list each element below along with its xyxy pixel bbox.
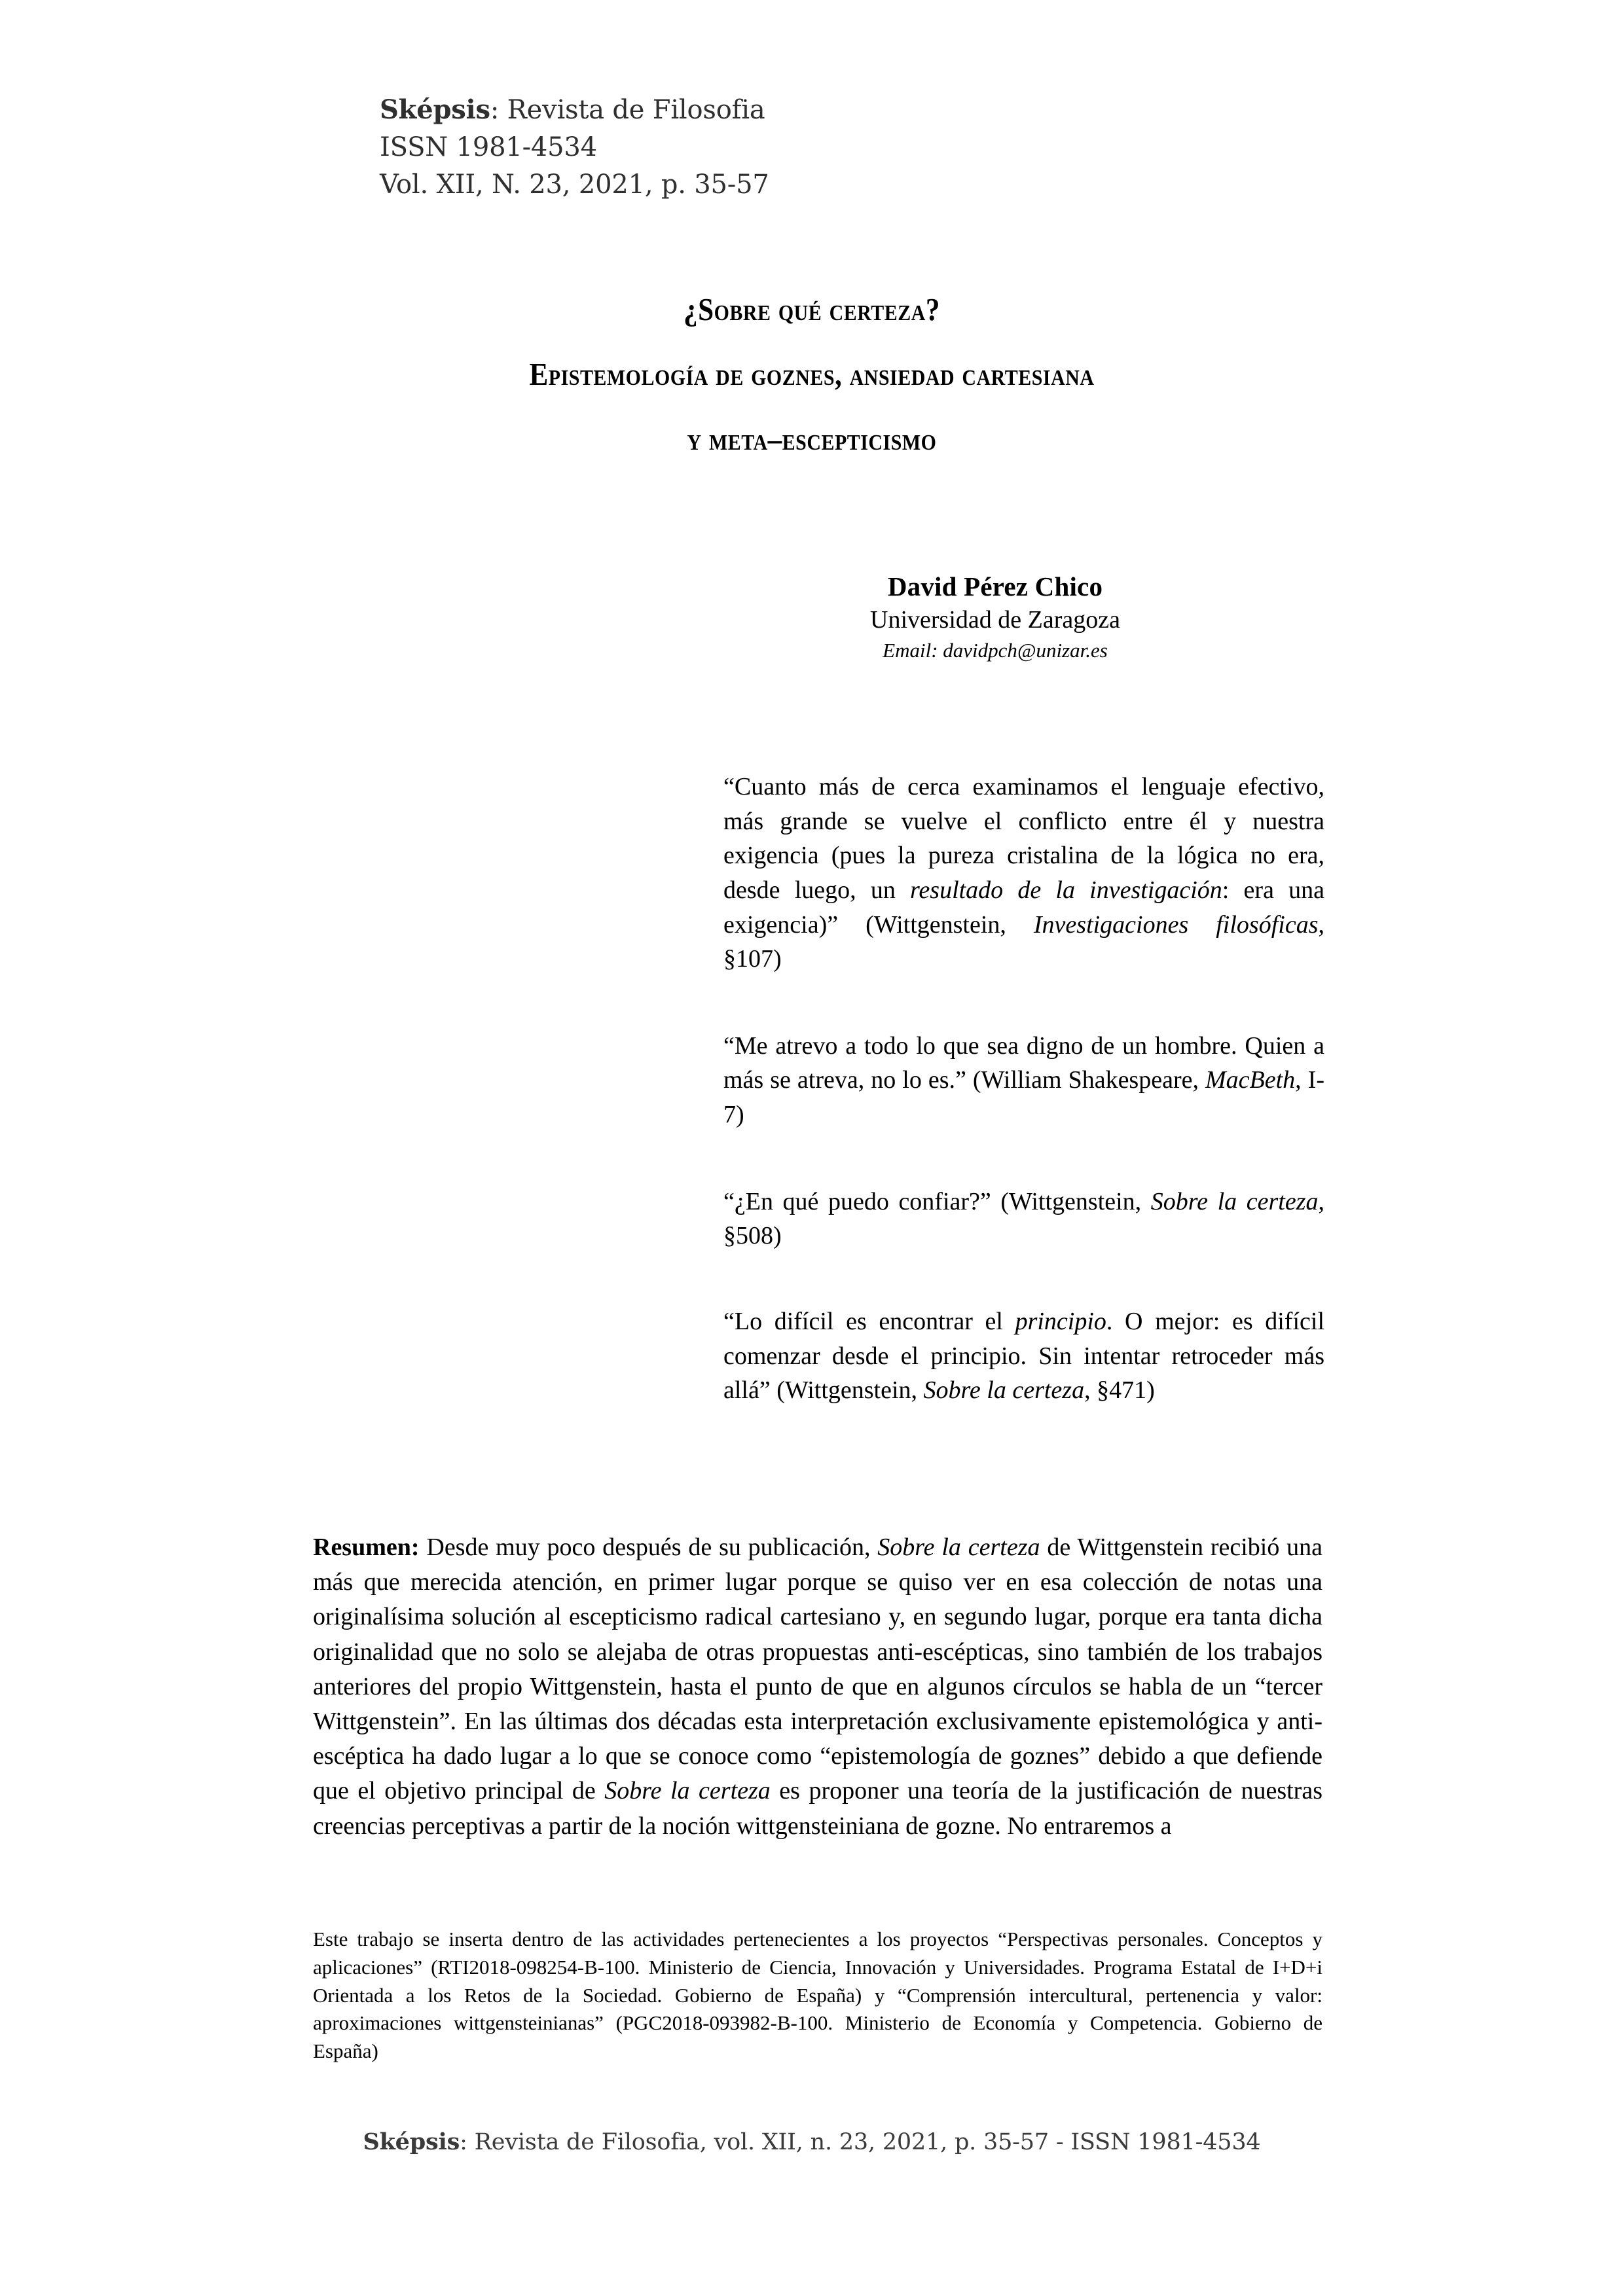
epigraph-4-text-c: , §471) xyxy=(1084,1376,1155,1405)
author-name: David Pérez Chico xyxy=(887,571,1103,601)
epigraph-4-text-b: . O mejor: es difícil comenzar desde el principio. Sin intentar retroceder más allá” (Wittgenstein, xyxy=(723,1307,1325,1405)
epigraph-1-text-c: , §107) xyxy=(723,910,1324,973)
epigraph-3-text-a: “¿En qué puedo confiar?” (Wittgenstein, xyxy=(723,1187,1151,1215)
journal-subtitle: : Revista de Filosofia xyxy=(490,95,765,125)
masthead-title-line xyxy=(380,92,1296,129)
article-title-line-2: Epistemología de goznes, ansiedad cartesiana xyxy=(529,356,1095,392)
page-footer-brand: Sképsis xyxy=(363,2128,460,2155)
abstract-text-a: Desde muy poco después de su publicación, xyxy=(419,1534,878,1561)
epigraph-3-text-b: , §508) xyxy=(723,1187,1324,1250)
epigraph-1-italic-b: Investigaciones filosóficas xyxy=(1033,910,1319,939)
epigraph-4-italic-a: principio xyxy=(1015,1307,1106,1335)
epigraph-block xyxy=(723,770,1324,1408)
abstract-text-c: es proponer una teoría de la justificación de nuestras creencias perceptivas a partir de la noción wittgensteiniana de gozne. No entraremos a xyxy=(313,1777,1322,1840)
epigraph-1-text-b: : era una exigencia)” (Wittgenstein, xyxy=(723,876,1324,939)
article-title-line-3: y meta–escepticismo xyxy=(687,421,937,457)
page-footer-rest: : Revista de Filosofia, vol. XII, n. 23, 2021, p. 35-57 - ISSN 1981-4534 xyxy=(460,2129,1261,2155)
abstract-italic-b: Sobre la certeza xyxy=(604,1777,771,1805)
article-title xyxy=(157,293,1467,455)
epigraph-2-text-b: , I-7) xyxy=(723,1066,1324,1128)
article-title-line-1: ¿Sobre qué certeza? xyxy=(684,291,940,327)
epigraph-2 xyxy=(723,1029,1324,1132)
author-block xyxy=(668,571,1322,663)
journal-issn: ISSN 1981-4534 xyxy=(380,132,597,162)
journal-masthead xyxy=(380,92,1296,203)
epigraph-4-text-a: “Lo difícil es encontrar el xyxy=(723,1307,1015,1335)
journal-brand: Sképsis xyxy=(380,94,490,125)
epigraph-3-italic-a: Sobre la certeza xyxy=(1150,1187,1319,1215)
epigraph-3 xyxy=(723,1185,1324,1253)
epigraph-4-italic-b: Sobre la certeza xyxy=(923,1376,1085,1405)
page-footer xyxy=(157,2128,1467,2155)
journal-volume-info: Vol. XII, N. 23, 2021, p. 35-57 xyxy=(380,169,769,200)
epigraph-4 xyxy=(723,1304,1324,1408)
epigraph-2-italic-a: MacBeth xyxy=(1205,1066,1296,1094)
author-affiliation: Universidad de Zaragoza xyxy=(870,606,1120,634)
epigraph-1-italic-a: resultado de la investigación xyxy=(910,876,1222,904)
footnote-funding-note: Este trabajo se inserta dentro de las actividades pertenecientes a los proyectos “Perspectivas personales. Conceptos y aplicaciones” (RTI2018-098254-B-100. Ministerio de Ciencia, Innovación y Universidades. Programa Estatal de I+D+i Orientada a los Retos de la Sociedad. Gobierno de España) y “Comprensión intercultural, pertenencia y valor: aproximaciones wittgensteinianas” (PGC2018-093982-B-100. Ministerio de Economía y Competencia. Gobierno de España) xyxy=(313,1928,1322,2063)
abstract-paragraph xyxy=(313,1530,1322,1844)
abstract-italic-a: Sobre la certeza xyxy=(877,1534,1040,1561)
epigraph-1-text-a: “Cuanto más de cerca examinamos el lenguaje efectivo, más grande se vuelve el conflicto entre él y nuestra exigencia (pues la pureza cristalina de la lógica no era, desde luego, un xyxy=(723,773,1324,904)
author-email: Email: davidpch@unizar.es xyxy=(883,638,1108,662)
epigraph-1 xyxy=(723,770,1324,977)
abstract-text-b: de Wittgenstein recibió una más que merecida atención, en primer lugar porque se quiso ver en esa colección de notas una originalísima solución al escepticismo radical cartesiano y, en segundo lugar, porque era tanta dicha originalidad que no solo se alejaba de otras propuestas anti-escépticas, sino también de los trabajos anteriores del propio Wittgenstein, hasta el punto de que en algunos círculos se habla de un “tercer Wittgenstein”. En las últimas dos décadas esta interpretación exclusivamente epistemológica y anti-escéptica ha dado lugar a lo que se conoce como “epistemología de goznes” debido a que defiende que el objetivo principal de xyxy=(313,1534,1323,1805)
abstract-label: Resumen: xyxy=(313,1534,420,1561)
epigraph-2-text-a: “Me atrevo a todo lo que sea digno de un hombre. Quien a más se atreva, no lo es.” (William Shakespeare, xyxy=(723,1031,1324,1094)
